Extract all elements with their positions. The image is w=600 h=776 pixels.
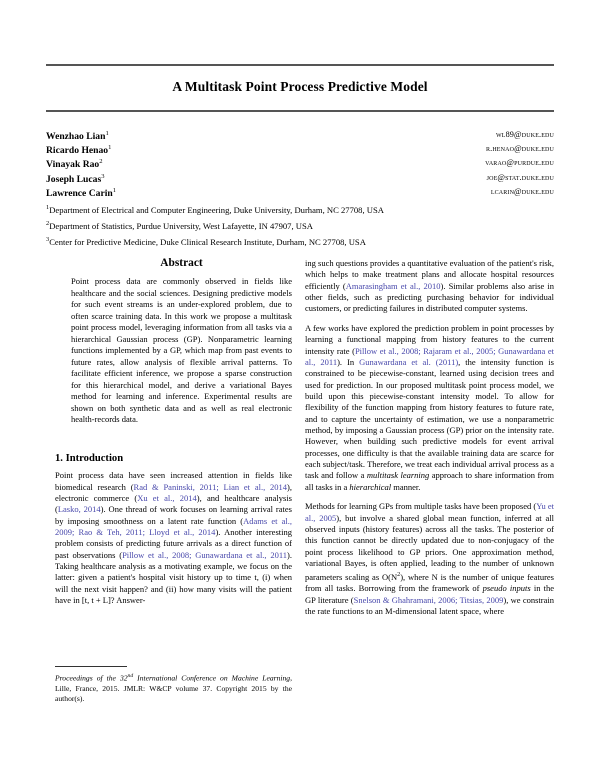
author-list — [46, 130, 554, 201]
section-spacer — [55, 426, 292, 453]
affiliation-row — [46, 216, 554, 232]
citation-link[interactable]: Xu et al., 2014 — [137, 492, 197, 503]
affiliation-text: Department of Statistics, Purdue University, West Lafayette, IN 47907, USA — [49, 220, 313, 231]
right-paragraph-3: Methods for learning GPs from multiple tasks have been proposed (Yu et al., 2005), but involve a shared global mean function, inferred at all observed inputs (history features) across all the tasks. The posterior of this function cannot be directly updated due to non-conjugacy of the point process likelihood to GP priors. One approximation method, variational Bayes, is often applied, leading to the number of unknown parameters scaling as $O(N^2)$, where N is the number of unique features from all tasks. Borrowing from the framework of pseudo inputs in the GP literature (Snelson & Ghahramani, 2006; Titsias, 2009), we constrain the rate functions to an M-dimensional latent space, where — [305, 501, 555, 617]
affiliation-row — [46, 232, 554, 248]
abstract-heading: Abstract — [160, 257, 203, 269]
introduction-paragraph-1: Point process data have seen increased attention in fields like biomedical research (Rad & Paninski, 2011; Lian et al., 2014), electronic commerce (Xu et al., 2014), and healthcare analysis (Lasko, 2014). One thread of work focuses on learning arrival rates by imposing smoothness on a latent rate function (Adams et al., 2009; Rao & Teh, 2011; Lloyd et al., 2014). Another interesting problem consists of predicting future arrivals as a direct function of past observations (Pillow et al., 2008; Gunawardana et al., 2011). Taking healthcare analysis as a motivating example, we focus on the latter: given a patient's hospital visit history up to time t, (i) when will the next visit happen? and (ii) how many visits will the patient have in [t, t + L]? Answer- — [55, 470, 293, 605]
author-email[interactable]: joe@stat.duke.edu — [486, 172, 554, 182]
title-rule-bottom — [46, 110, 554, 112]
emphasis-text: multitask learning — [366, 470, 430, 481]
affiliation-list — [46, 200, 554, 248]
author-name: Joseph Lucas$^3$ — [46, 172, 105, 185]
affiliation-row — [46, 200, 554, 216]
footnote-ordinal-suffix: nd — [127, 673, 134, 679]
citation-link[interactable]: Amarasingham et al., 2010 — [345, 280, 441, 291]
right-paragraph-1: ing such questions provides a quantitative evaluation of the patient's risk, which helps to make treatment plans and allocate hospital resources efficiently (Amarasingham et al., 2010). Similar problems also arise in other fields, such as predicting purchasing behavior for individual customers, or predicting failures in distributed computer systems. — [305, 258, 555, 314]
author-affil-mark: 2 — [99, 158, 103, 166]
author-affil-mark: 1 — [105, 130, 109, 137]
author-name: Wenzhao Lian$^1$ — [46, 130, 109, 143]
affiliation-mark: 1 — [46, 204, 50, 211]
page-title: A Multitask Point Process Predictive Model — [172, 79, 428, 94]
author-affil-mark: 1 — [108, 144, 112, 152]
author-name: Vinayak Rao$^2$ — [46, 158, 103, 171]
affiliation-mark: 2 — [46, 220, 50, 227]
author-email[interactable]: lcarin@duke.edu — [490, 186, 554, 196]
author-affil-mark: 1 — [112, 186, 116, 194]
math-superscript: 2 — [397, 571, 401, 579]
citation-link[interactable]: Pillow et al., 2008; Gunawardana et al., 2011 — [122, 549, 288, 560]
abstract-section — [71, 258, 292, 426]
footnote — [55, 666, 292, 704]
introduction-heading: 1. Introduction — [55, 452, 124, 464]
author-row — [46, 130, 554, 144]
citation-link[interactable]: Rad & Paninski, 2011; Lian et al., 2014 — [133, 481, 288, 492]
emphasis-text: pseudo inputs — [482, 583, 531, 594]
citation-link[interactable]: Gunawardana et al. (2011) — [359, 356, 459, 367]
author-row — [46, 187, 554, 201]
citation-link[interactable]: Lasko, 2014 — [57, 504, 101, 515]
citation-link[interactable]: Adams et al., 2009; Rao & Teh, 2011; Lloyd et al., 2014 — [55, 515, 292, 537]
footnote-rule — [55, 666, 127, 667]
abstract-body: Point process data are commonly observed in fields like healthcare and the social sciences. Designing predictive models for such event streams is an under-explored problem, due to often scarce training data. In this work we propose a multitask point process model, leveraging information from all tasks via a hierarchical Gaussian process (GP). Nonparametric learning functions implemented by a GP, which map from past events to future rates, allow analysis of flexible arrival patterns. To facilitate efficient inference, we propose a sparse construction for this hierarchical model, and derive a variational Bayes method for learning and inference. Experimental results are shown on both synthetic data and as well as real electronic health-records data. — [71, 276, 292, 425]
affiliation-text: Department of Electrical and Computer Engineering, Duke University, Durham, NC 27708, USA — [49, 204, 384, 215]
author-row — [46, 158, 554, 172]
author-row — [46, 173, 554, 187]
author-name: Lawrence Carin$^1$ — [46, 186, 116, 199]
left-column — [55, 258, 292, 606]
author-name: Ricardo Henao$^1$ — [46, 144, 112, 157]
title-rule-top — [46, 64, 554, 66]
citation-link[interactable]: Yu et al., 2005 — [305, 501, 554, 523]
affiliation-text: Center for Predictive Medicine, Duke Clinical Research Institute, Durham, NC 27708, USA — [49, 236, 366, 247]
right-paragraph-2: A few works have explored the prediction problem in point processes by learning a functional mapping from history features to the current intensity rate (Pillow et al., 2008; Rajaram et al., 2005; Gunawardana et al., 2011). In Gunawardana et al. (2011), the intensity function is constrained to be piecewise-constant, learned using decision trees and used for prediction. In our proposed multitask point process model, we build upon this piecewise-constant intensity model. To allow for flexibility of the function mapping from history features to future rate, and to capture the uncertainty of estimation, we use a nonparametric method, by imposing a Gaussian process (GP) prior on the intensity rate. However, when building such predictive models for event arrival processes, one difficulty is that the available training data are scarce for each subject/task. Therefore, we treat each individual arrival process as a task and follow a multitask learning approach to share information from all tasks in a hierarchical manner. — [305, 322, 554, 492]
affiliation-mark: 3 — [46, 236, 50, 243]
citation-link[interactable]: Pillow et al., 2008; Rajaram et al., 2005; Gunawardana et al., 2011 — [305, 345, 554, 367]
author-email[interactable]: r.henao@duke.edu — [485, 144, 554, 154]
author-row — [46, 144, 554, 158]
author-email[interactable]: varao@purdue.edu — [485, 158, 554, 168]
author-email[interactable]: wl89@duke.edu — [495, 130, 554, 139]
emphasis-text: hierarchical — [349, 481, 392, 492]
citation-link[interactable]: Snelson & Ghahramani, 2006; Titsias, 2009 — [353, 594, 504, 605]
footnote-text: Proceedings of the 32nd International Conference on Machine Learning, Lille, France, 2015. JMLR: W&CP volume 37. Copyright 2015 by the author(s). — [55, 673, 292, 703]
right-column — [305, 258, 554, 618]
author-affil-mark: 3 — [101, 172, 105, 180]
